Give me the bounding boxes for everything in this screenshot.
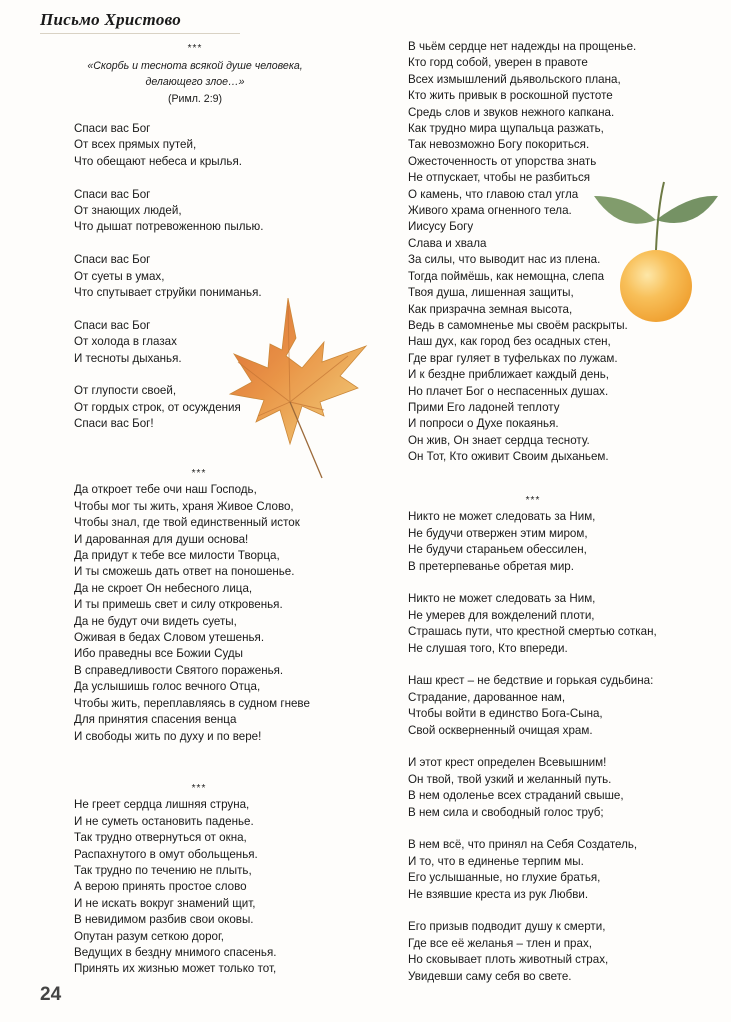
verse-line: Оживая в бедах Словом утешенья. (74, 631, 265, 645)
epigraph-stars: *** (187, 43, 203, 54)
verse-line: Чтобы знал, где твой единственный исток (74, 516, 300, 530)
verse-line: Как трудно мира щупальца разжать, (408, 122, 604, 136)
verse-line: Но плачет Бог о неспасенных душах. (408, 384, 609, 398)
verse-line: Распахнутого в омут обольщенья. (74, 847, 258, 861)
verse-line: Что спутывает струйки пониманья. (74, 286, 262, 300)
section-stars: *** (191, 783, 207, 794)
verse-line: Чтобы жить, переплавляясь в судном гневе (74, 696, 310, 710)
verse-line: Он Тот, Кто оживит Своим дыханьем. (408, 450, 609, 464)
poem-extra-string (74, 781, 374, 978)
verse-line: В нем сила и свободный голос труб; (408, 805, 604, 819)
verse-line: Не греет сердца лишняя струна, (74, 798, 250, 812)
verse-line: Спаси вас Бог (74, 318, 151, 332)
verse-line: Он жив, Он знает сердца тесноту. (408, 433, 590, 447)
verse-line: И не искать вокруг знамений щит, (74, 896, 256, 910)
epigraph (80, 41, 310, 107)
stanza (408, 919, 708, 985)
verse-line: Наш крест – не бедствие и горькая судьбина: (408, 674, 654, 688)
verse-line: Да придут к тебе все милости Творца, (74, 549, 280, 563)
verse-line: От холода в глазах (74, 335, 177, 349)
verse-line: Прими Его ладоней теплоту (408, 400, 560, 414)
verse-line: Кто горд собой, уверен в правоте (408, 56, 588, 70)
epigraph-line: делающего злое…» (145, 76, 245, 89)
verse-line: Так трудно отвернуться от окна, (74, 831, 247, 845)
verse-line: Что дышат потревоженною пылью. (74, 220, 264, 234)
verse-line: Не будучи стараньем обессилен, (408, 543, 587, 557)
verse-line: От гордых строк, от осуждения (74, 400, 241, 414)
verse-line: Не взявшие креста из рук Любви. (408, 887, 589, 901)
verse-line: В претерпеванье обретая мир. (408, 559, 574, 573)
verse-line: Слава и хвала (408, 236, 487, 250)
epigraph-source: (Римл. 2:9) (167, 92, 223, 105)
verse-line: Где все её желанья – тлен и прах, (408, 936, 592, 950)
verse-line: Ибо праведны все Божии Суды (74, 647, 243, 661)
verse-line: Кто жить привык в роскошной пустоте (408, 89, 613, 103)
stanza (408, 837, 708, 903)
poem-follow-him (408, 493, 708, 985)
verse-line: Да не скроет Он небесного лица, (74, 581, 253, 595)
verse-line: И дарованная для души основа! (74, 532, 249, 546)
verse-line: Чтобы мог ты жить, храня Живое Слово, (74, 499, 294, 513)
verse-line: И ты сможешь дать ответ на поношенье. (74, 565, 295, 579)
stanza (74, 187, 374, 236)
verse-line: Никто не может следовать за Ним, (408, 510, 596, 524)
verse-line: Иисусу Богу (408, 220, 474, 234)
verse-line: И ты примешь свет и силу откровенья. (74, 598, 283, 612)
stanza (408, 591, 708, 657)
verse-line: И тесноты дыханья. (74, 351, 182, 365)
verse-line: А верою принять простое слово (74, 880, 247, 894)
verse-line: И к бездне приближает каждый день, (408, 368, 610, 382)
verse-line: И попроси о Духе покаянья. (408, 417, 559, 431)
running-title: Письмо Христово (40, 10, 182, 29)
verse-line: Не слушая того, Кто впереди. (408, 641, 568, 655)
verse-line: Ведь в самомненье мы своём раскрыты. (408, 318, 628, 332)
stanza (74, 252, 374, 301)
verse-line: Наш дух, как город без осадных стен, (408, 335, 611, 349)
verse-line: Его услышанные, но глухие братья, (408, 871, 601, 885)
verse-line: В нем всё, что принял на Себя Создатель, (408, 838, 638, 852)
maple-leaf-icon (228, 298, 378, 480)
verse-line: Но сковывает плоть животный страх, (408, 953, 609, 967)
poem-open-eyes (74, 466, 374, 745)
verse-line: Так невозможно Богу покориться. (408, 138, 590, 152)
verse-line: Увидевши саму себя во свете. (408, 969, 572, 983)
verse-line: Страшась пути, что крестной смертью соткан, (408, 625, 657, 639)
verse-line: И этот крест определен Всевышним! (408, 756, 607, 770)
verse-line: От знающих людей, (74, 204, 182, 218)
verse-line: От суеты в умах, (74, 269, 165, 283)
page-number: 24 (40, 984, 62, 1005)
verse-line: Он твой, твой узкий и желанный путь. (408, 772, 612, 786)
stanza (408, 673, 708, 739)
verse-line: Свой оскверненный очищая храм. (408, 723, 593, 737)
verse-line: Принять их жизнью может только тот, (74, 962, 277, 976)
verse-line: Да откроет тебе очи наш Господь, (74, 483, 257, 497)
verse-line: Так трудно по течению не плыть, (74, 864, 252, 878)
stanza (408, 755, 708, 821)
verse-line: В справедливости Святого пораженья. (74, 663, 284, 677)
verse-line: Как призрачна земная высота, (408, 302, 573, 316)
verse-line: Его призыв подводит душу к смерти, (408, 920, 606, 934)
verse-line: Спаси вас Бог (74, 253, 151, 267)
verse-line: Всех измышлений дьявольского плана, (408, 72, 621, 86)
section-stars: *** (525, 495, 541, 506)
verse-line: И не суметь остановить паденье. (74, 814, 254, 828)
verse-line: О камень, что главою стал угла (408, 187, 579, 201)
verse-line: От всех прямых путей, (74, 138, 197, 152)
title-rule (40, 33, 240, 34)
verse-line: Ведущих в бездну мнимого спасенья. (74, 946, 277, 960)
verse-line: Спаси вас Бог! (74, 417, 154, 431)
orange-with-leaves-icon (590, 176, 720, 326)
verse-line: И свободы жить по духу и по вере! (74, 729, 262, 743)
verse-line: Тогда поймёшь, как немощна, слепа (408, 269, 605, 283)
verse-line: Ожесточенность от упорства знать (408, 154, 597, 168)
verse-line: Спаси вас Бог (74, 122, 151, 135)
verse-line: Никто не может следовать за Ним, (408, 592, 596, 606)
verse-line: Да услышишь голос вечного Отца, (74, 680, 261, 694)
verse-line: И то, что в единенье терпим мы. (408, 854, 584, 868)
verse-line: Для принятия спасения венца (74, 713, 237, 727)
verse-line: Страдание, дарованное нам, (408, 690, 566, 704)
verse-line: Опутан разум сеткою дорог, (74, 929, 225, 943)
stanza (408, 509, 708, 575)
verse-line: Не умерев для вожделений плоти, (408, 608, 595, 622)
verse-line: Не отпускает, чтобы не разбиться (408, 171, 591, 185)
verse-line: Чтобы войти в единство Бога-Сына, (408, 707, 603, 721)
verse-line: В нем одоленье всех страданий свыше, (408, 789, 624, 803)
verse-line: Твоя душа, лишенная защиты, (408, 286, 574, 300)
verse-line: От глупости своей, (74, 384, 177, 398)
stanza (74, 121, 374, 170)
section-stars: *** (191, 468, 207, 479)
verse-line: За силы, что выводит нас из плена. (408, 253, 601, 267)
verse-line: Живого храма огненного тела. (408, 204, 572, 218)
verse-line: Спаси вас Бог (74, 187, 151, 201)
verse-line: Средь слов и звуков нежного капкана. (408, 105, 615, 119)
verse-line: Где враг гуляет в туфельках по лужам. (408, 351, 618, 365)
verse-line: В невидимом разбив свои оковы. (74, 913, 254, 927)
epigraph-line: «Скорбь и теснота всякой душе человека, (87, 59, 303, 72)
verse-line: Что обещают небеса и крылья. (74, 154, 242, 168)
verse-line: Да не будут очи видеть суеты, (74, 614, 237, 628)
verse-line: В чьём сердце нет надежды на прощенье. (408, 40, 637, 53)
verse-line: Не будучи отвержен этим миром, (408, 526, 588, 540)
